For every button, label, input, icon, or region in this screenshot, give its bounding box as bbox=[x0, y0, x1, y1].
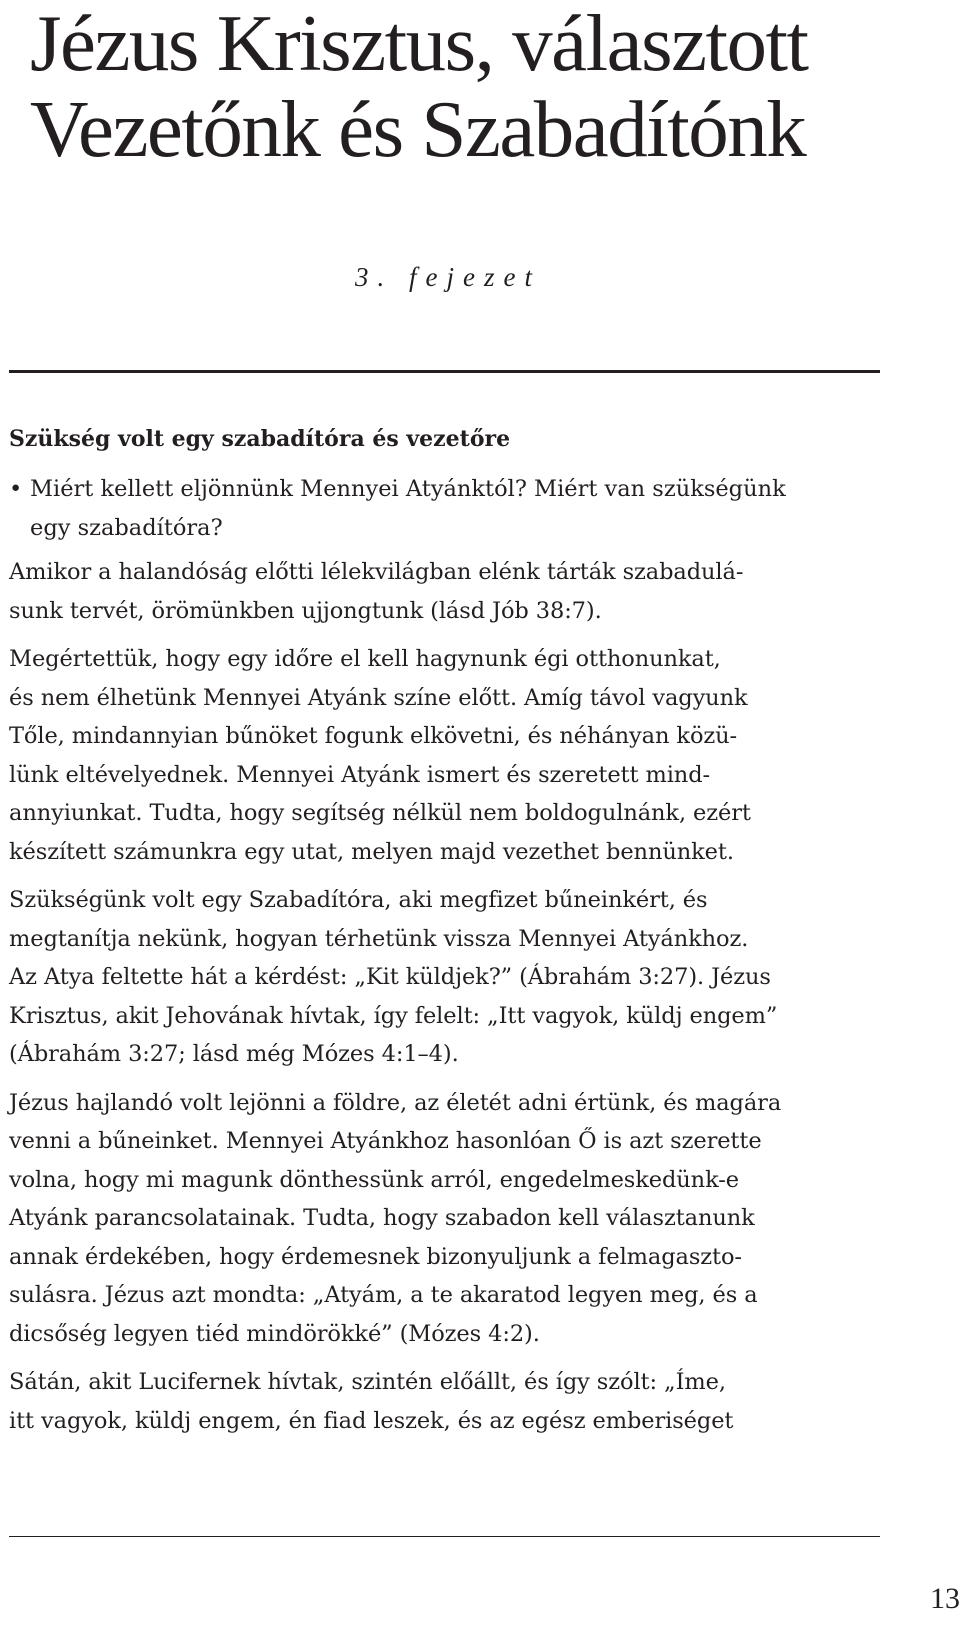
text-line: készített számunkra egy utat, melyen majd vezethet bennünket. bbox=[9, 838, 734, 865]
text-line: sunk tervét, örömünkben ujjongtunk (lásd Jób 38:7). bbox=[9, 597, 602, 624]
text-line: itt vagyok, küldj engem, én fiad leszek, és az egész emberiséget bbox=[9, 1407, 734, 1434]
text-line: venni a bűneinket. Mennyei Atyánkhoz hasonlóan Ő is azt szerette bbox=[9, 1128, 762, 1154]
text-line: Tőle, mindannyian bűnöket fogunk elkövetni, és néhányan közü- bbox=[9, 723, 738, 749]
paragraph bbox=[9, 553, 889, 630]
question-line: Miért kellett eljönnünk Mennyei Atyánktól? Miért van szükségünk bbox=[30, 476, 786, 502]
question-line: egy szabadítóra? bbox=[30, 514, 223, 541]
text-line: Amikor a halandóság előtti lélekvilágban elénk tárták szabadulá- bbox=[9, 559, 744, 585]
discussion-question bbox=[9, 470, 889, 547]
text-line: (Ábrahám 3:27; lásd még Mózes 4:1–4). bbox=[9, 1041, 459, 1067]
chapter-title-line: Vezetőnk és Szabadítónk bbox=[30, 84, 806, 174]
text-line: Szükségünk volt egy Szabadítóra, aki megfizet bűneinkért, és bbox=[9, 887, 708, 913]
chapter-title bbox=[30, 0, 930, 172]
text-line: dicsőség legyen tiéd mindörökké” (Mózes 4:2). bbox=[9, 1320, 540, 1347]
paragraph bbox=[9, 1363, 889, 1440]
text-line: Megértettük, hogy egy időre el kell hagynunk égi otthonunkat, bbox=[9, 646, 721, 672]
header-divider bbox=[9, 370, 880, 373]
text-line: Atyánk parancsolatainak. Tudta, hogy szabadon kell választanunk bbox=[9, 1205, 755, 1231]
paragraph bbox=[9, 640, 889, 871]
chapter-body bbox=[9, 420, 889, 1450]
text-line: sulásra. Jézus azt mondta: „Atyám, a te akaratod legyen meg, és a bbox=[9, 1282, 758, 1308]
chapter-number-label: 3. fejezet bbox=[355, 262, 541, 292]
text-line: Sátán, akit Lucifernek hívtak, szintén előállt, és így szólt: „Íme, bbox=[9, 1369, 726, 1395]
text-line: Az Atya feltette hát a kérdést: „Kit küldjek?” (Ábrahám 3:27). Jézus bbox=[9, 964, 771, 990]
text-line: annak érdekében, hogy érdemesnek bizonyuljunk a felmagasztо- bbox=[9, 1243, 742, 1270]
page-number: 13 bbox=[930, 1582, 960, 1615]
text-line: megtanítja nekünk, hogyan térhetünk vissza Mennyei Atyánkhoz. bbox=[9, 925, 749, 952]
chapter-title-line: Jézus Krisztus, választott bbox=[30, 0, 808, 88]
text-line: annyiunkat. Tudta, hogy segítség nélkül nem boldogulnánk, ezért bbox=[9, 800, 751, 826]
text-line: Jézus hajlandó volt lejönni a földre, az életét adni értünk, és magára bbox=[9, 1089, 782, 1116]
text-line: volna, hogy mi magunk dönthessünk arról, engedelmeskedünk-e bbox=[9, 1166, 739, 1193]
text-line: és nem élhetünk Mennyei Atyánk színe előtt. Amíg távol vagyunk bbox=[9, 684, 748, 711]
text-line: Krisztus, akit Jehovának hívtak, így felelt: „Itt vagyok, küldj engem” bbox=[9, 1002, 778, 1029]
paragraph bbox=[9, 1084, 889, 1354]
section-heading: Szükség volt egy szabadítóra és vezetőre bbox=[9, 426, 511, 452]
bullet-icon: • bbox=[9, 476, 23, 502]
footer-divider bbox=[9, 1536, 880, 1537]
text-line: lünk eltévelyednek. Mennyei Atyánk ismert és szeretett mind- bbox=[9, 761, 711, 788]
paragraph bbox=[9, 881, 889, 1074]
